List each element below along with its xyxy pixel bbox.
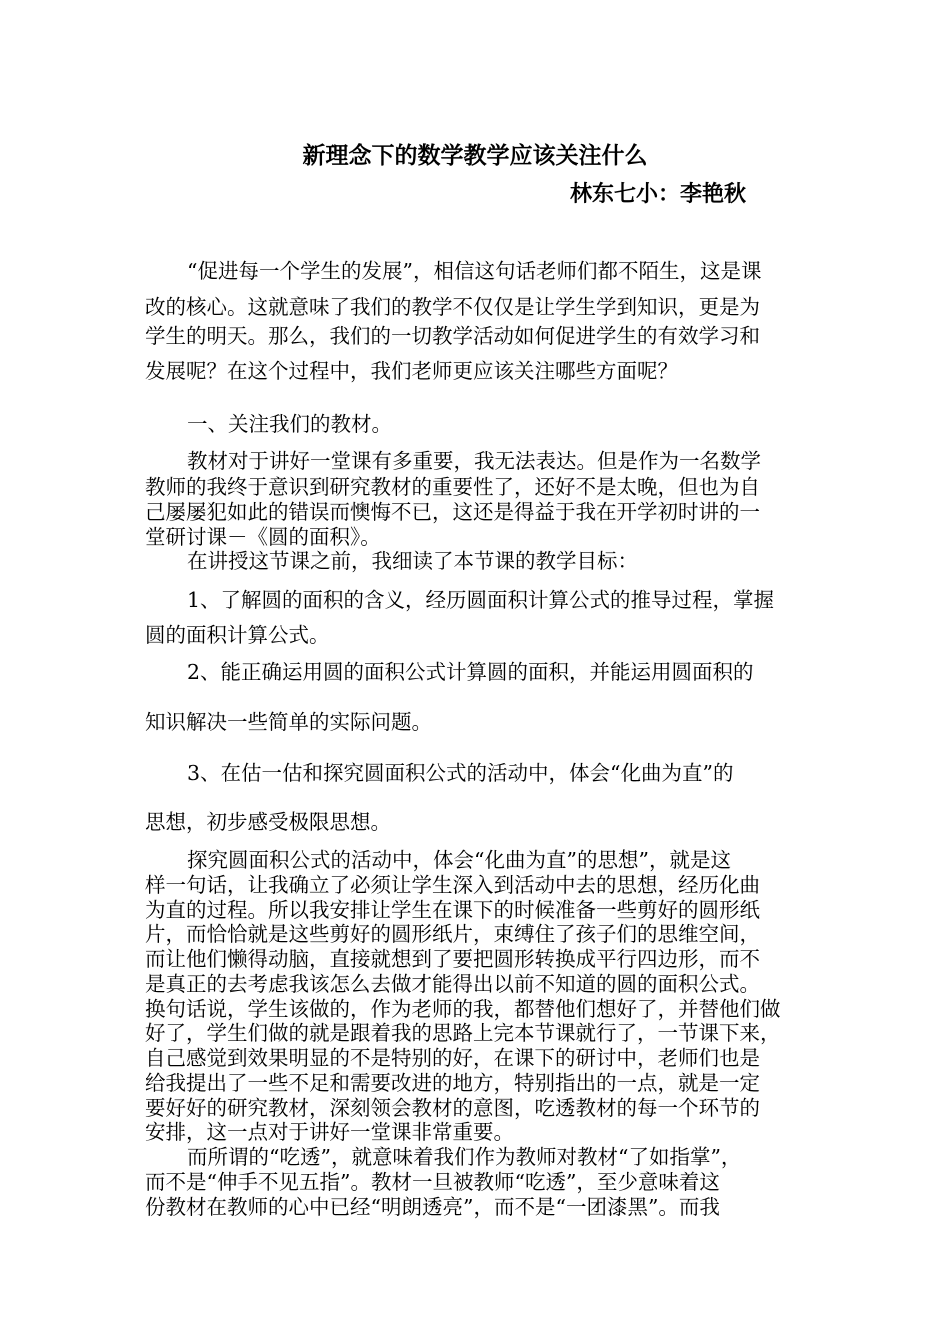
paragraph-line: 发展呢？在这个过程中，我们老师更应该关注哪些方面呢？	[145, 359, 678, 383]
paragraph-line: 换句话说，学生该做的，作为老师的我，都替他们想好了，并替他们做	[145, 997, 781, 1021]
paragraph-line: 堂研讨课－《圆的面积》。	[145, 525, 381, 549]
document-title: 新理念下的数学教学应该关注什么	[302, 143, 648, 169]
paragraph-line: 在讲授这节课之前，我细读了本节课的教学目标：	[187, 549, 638, 573]
paragraph-line: 己屡屡犯如此的错误而懊悔不已，这还是得益于我在开学初时讲的一	[145, 500, 760, 524]
document-author: 林东七小：李艳秋	[570, 182, 747, 207]
objective-line: 1、了解圆的面积的含义，经历圆面积计算公式的推导过程，掌握	[187, 588, 775, 612]
paragraph-line: 而不是“伸手不见五指”。教材一旦被教师“吃透”，至少意味着这	[145, 1170, 720, 1194]
section-heading: 一、关注我们的教材。	[187, 412, 392, 436]
paragraph-line: 探究圆面积公式的活动中，体会“化曲为直”的思想”，就是这	[187, 848, 731, 872]
paragraph-line: 而让他们懒得动脑，直接就想到了要把圆形转换成平行四边形，而不	[145, 947, 760, 971]
objective-line: 知识解决一些简单的实际问题。	[145, 710, 432, 734]
paragraph-line: 给我提出了一些不足和需要改进的地方，特别指出的一点，就是一定	[145, 1071, 760, 1095]
paragraph-line: 是真正的去考虑我该怎么去做才能得出以前不知道的圆的面积公式。	[145, 972, 760, 996]
paragraph-line: 份教材在教师的心中已经“明朗透亮”，而不是“一团漆黑”。而我	[145, 1195, 720, 1219]
paragraph-line: 学生的明天。那么，我们的一切教学活动如何促进学生的有效学习和	[145, 324, 760, 348]
paragraph-line: 而所谓的“吃透”，就意味着我们作为教师对教材“了如指掌”，	[187, 1145, 742, 1169]
objective-line: 3、在估一估和探究圆面积公式的活动中，体会“化曲为直”的	[187, 761, 734, 785]
objective-line: 思想，初步感受极限思想。	[145, 810, 391, 834]
paragraph-line: 样一句话，让我确立了必须让学生深入到活动中去的思想，经历化曲	[145, 873, 760, 897]
paragraph-line: 改的核心。这就意味了我们的教学不仅仅是让学生学到知识，更是为	[145, 295, 760, 319]
paragraph-line: “促进每一个学生的发展”，相信这句话老师们都不陌生，这是课	[187, 259, 762, 283]
paragraph-line: 为直的过程。所以我安排让学生在课下的时候准备一些剪好的圆形纸	[145, 898, 760, 922]
paragraph-line: 好了，学生们做的就是跟着我的思路上完本节课就行了，一节课下来，	[145, 1021, 781, 1045]
paragraph-line: 教材对于讲好一堂课有多重要，我无法表达。但是作为一名数学	[187, 449, 761, 473]
paragraph-line: 教师的我终于意识到研究教材的重要性了，还好不是太晚，但也为自	[145, 475, 760, 499]
objective-line: 圆的面积计算公式。	[145, 623, 330, 647]
paragraph-line: 片，而恰恰就是这些剪好的圆形纸片，束缚住了孩子们的思维空间，	[145, 922, 760, 946]
paragraph-line: 自己感觉到效果明显的不是特别的好，在课下的研讨中，老师们也是	[145, 1046, 760, 1070]
paragraph-line: 要好好的研究教材，深刻领会教材的意图，吃透教材的每一个环节的	[145, 1096, 760, 1120]
paragraph-line: 安排，这一点对于讲好一堂课非常重要。	[145, 1120, 514, 1144]
objective-line: 2、能正确运用圆的面积公式计算圆的面积，并能运用圆面积的	[187, 660, 754, 684]
